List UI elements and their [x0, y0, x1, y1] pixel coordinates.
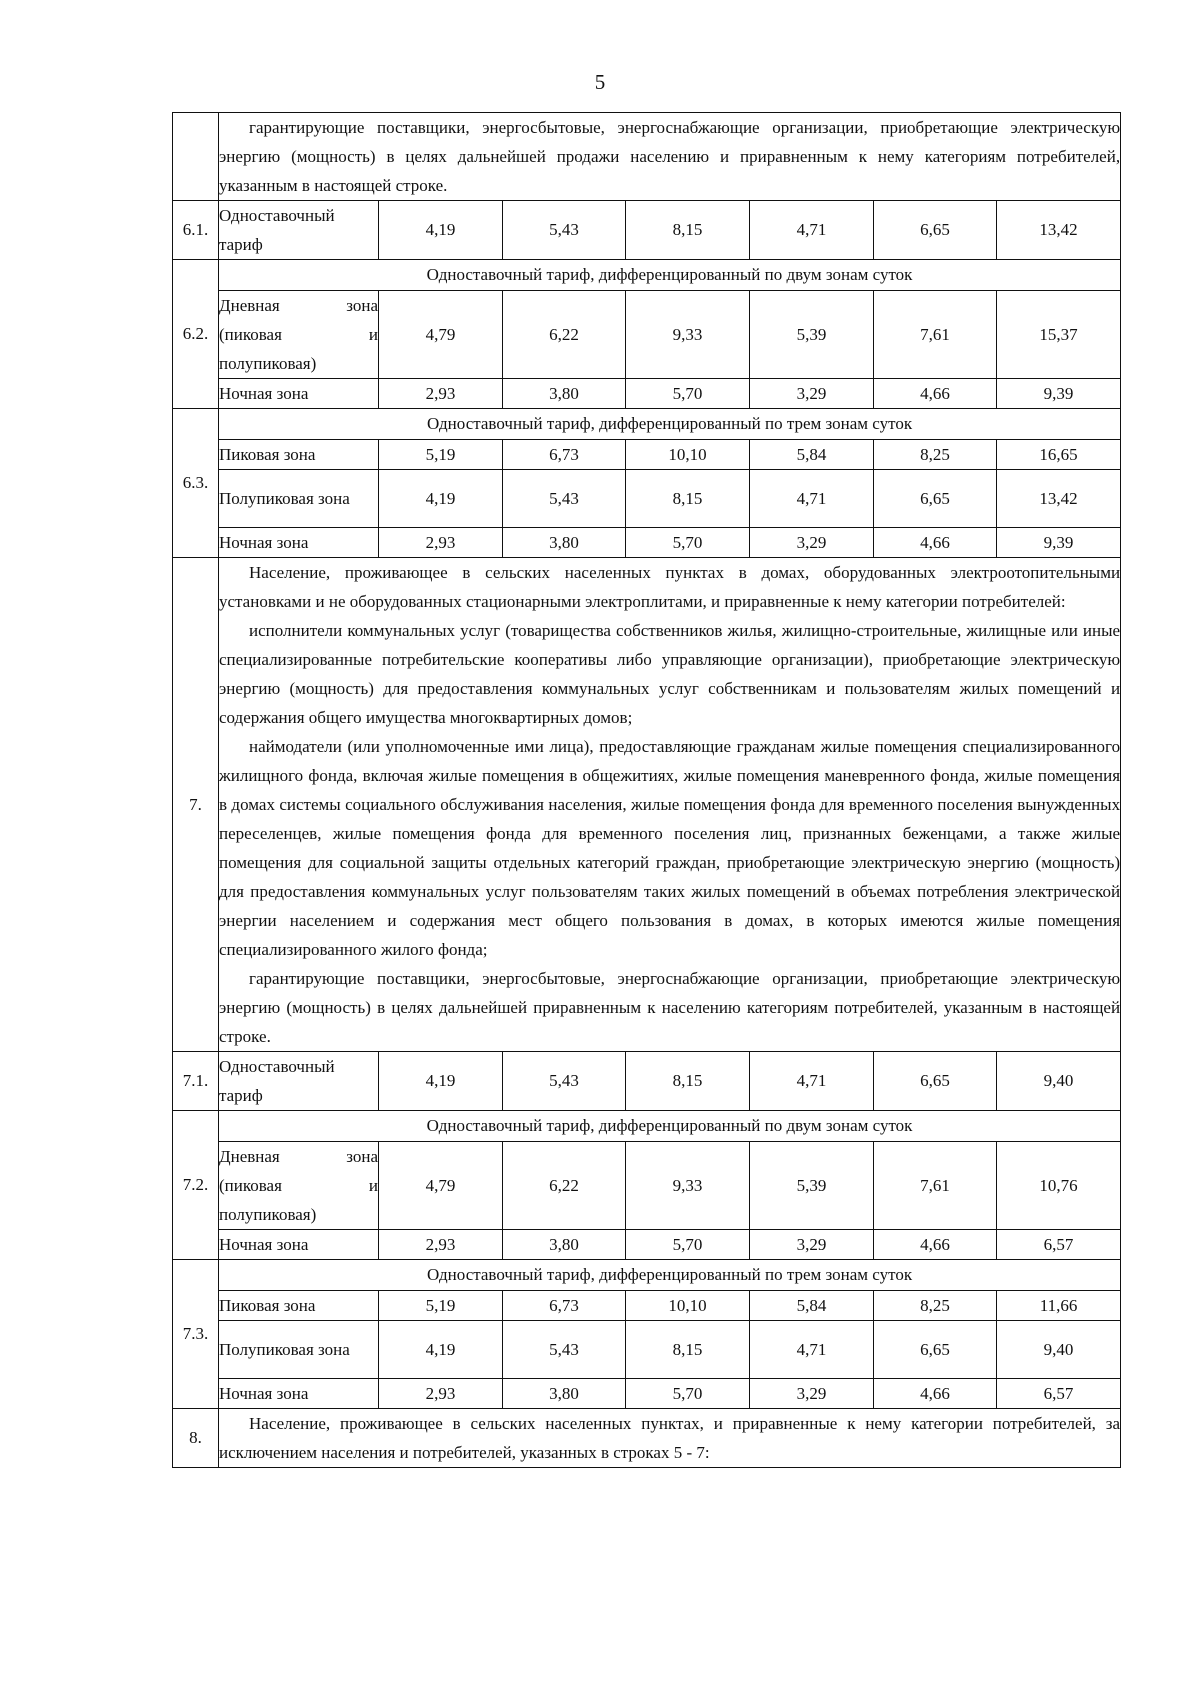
tariff-value: 9,40	[997, 1052, 1121, 1111]
tariff-value: 5,39	[750, 1142, 874, 1230]
tariff-value: 3,80	[503, 379, 626, 409]
tariff-value: 4,66	[874, 379, 997, 409]
tariff-value: 9,39	[997, 379, 1121, 409]
tariff-value: 6,57	[997, 1379, 1121, 1409]
tariff-label: Одноставочный тариф	[219, 201, 379, 260]
category-description	[219, 558, 1121, 1052]
tariff-value: 2,93	[379, 379, 503, 409]
tariff-value: 9,39	[997, 528, 1121, 558]
page-number: 5	[594, 70, 606, 94]
tariff-label: Ночная зона	[219, 1379, 379, 1409]
row-number: 7.3.	[173, 1260, 219, 1409]
tariff-value: 8,15	[626, 1321, 750, 1379]
tariff-value: 6,65	[874, 1321, 997, 1379]
table-row	[173, 1321, 1121, 1379]
tariff-value: 4,66	[874, 1379, 997, 1409]
tariff-value: 5,84	[750, 440, 874, 470]
paragraph: гарантирующие поставщики, энергосбытовые, энергоснабжающие организации, приобретающие электрическую энергию (мощность) в целях дальнейшей приравненным к населению категориям потребителей, указанным в настоящей строке.	[219, 969, 1121, 1046]
tariff-label: Полупиковая зона	[219, 470, 379, 528]
tariff-value: 8,15	[626, 1052, 750, 1111]
table-row	[173, 1142, 1121, 1230]
tariff-value: 10,10	[626, 1291, 750, 1321]
subsection-title: Одноставочный тариф, дифференцированный по двум зонам суток	[219, 1111, 1121, 1142]
row-number-cell	[173, 113, 219, 201]
tariff-value: 4,71	[750, 1052, 874, 1111]
paragraph: гарантирующие поставщики, энергосбытовые, энергоснабжающие организации, приобретающие электрическую энергию (мощность) в целях дальнейшей продажи населению и приравненным к нему категориям потребителей, указанным в настоящей строке.	[219, 118, 1121, 195]
tariff-value: 5,70	[626, 1230, 750, 1260]
tariff-value: 4,79	[379, 291, 503, 379]
tariff-label: Ночная зона	[219, 1230, 379, 1260]
tariff-value: 8,25	[874, 1291, 997, 1321]
tariff-value: 2,93	[379, 1379, 503, 1409]
tariff-value: 15,37	[997, 291, 1121, 379]
tariff-label: Полупиковая зона	[219, 1321, 379, 1379]
table-row	[173, 1409, 1121, 1468]
tariff-value: 6,65	[874, 470, 997, 528]
tariff-value: 5,43	[503, 1052, 626, 1111]
tariff-value: 9,33	[626, 1142, 750, 1230]
tariff-value: 5,19	[379, 1291, 503, 1321]
tariff-value: 3,80	[503, 1379, 626, 1409]
tariff-value: 10,10	[626, 440, 750, 470]
tariff-value: 4,71	[750, 201, 874, 260]
tariff-value: 4,79	[379, 1142, 503, 1230]
tariff-value: 5,43	[503, 1321, 626, 1379]
tariff-value: 6,65	[874, 1052, 997, 1111]
tariff-value: 13,42	[997, 201, 1121, 260]
tariff-value: 7,61	[874, 1142, 997, 1230]
paragraph: исполнители коммунальных услуг (товарищества собственников жилья, жилищно-строительные, жилищные или иные специализированные потребительские кооперативы либо управляющие организации), приобретающие электрическую энергию (мощность) для предоставления коммунальных услуг собственникам и пользователям жилых помещений и содержания общего имущества многоквартирных домов;	[219, 621, 1121, 727]
tariff-value: 5,70	[626, 1379, 750, 1409]
tariff-label: Дневная зона (пиковая и полупиковая)	[219, 1142, 379, 1230]
tariff-value: 5,19	[379, 440, 503, 470]
tariff-label: Дневная зона (пиковая и полупиковая)	[219, 291, 379, 379]
table-row	[173, 1052, 1121, 1111]
table-row	[173, 1379, 1121, 1409]
table-row	[173, 379, 1121, 409]
table-row	[173, 1111, 1121, 1142]
paragraph: наймодатели (или уполномоченные ими лица), предоставляющие гражданам жилые помещения специализированного жилищного фонда, включая жилые помещения в общежитиях, жилые помещения маневренного фонда, жилые помещения в домах системы социального обслуживания населения, жилые помещения фонда для временного поселения вынужденных переселенцев, жилые помещения фонда для временного поселения лиц, признанных беженцами, а также жилые помещения для социальной защиты отдельных категорий граждан, приобретающие электрическую энергию (мощность) для предоставления коммунальных услуг пользователям таких жилых помещений в объемах потребления электрической энергии населением и содержания мест общего пользования в домах, в которых имеются жилые помещения специализированного жилого фонда;	[219, 737, 1121, 959]
tariff-table	[172, 112, 1121, 1468]
tariff-value: 6,73	[503, 440, 626, 470]
tariff-value: 9,33	[626, 291, 750, 379]
tariff-value: 4,66	[874, 528, 997, 558]
row-number: 7.1.	[173, 1052, 219, 1111]
table-row	[173, 1291, 1121, 1321]
table-row	[173, 440, 1121, 470]
table-row	[173, 201, 1121, 260]
tariff-value: 5,43	[503, 201, 626, 260]
tariff-value: 8,15	[626, 201, 750, 260]
tariff-value: 6,57	[997, 1230, 1121, 1260]
table-row	[173, 260, 1121, 291]
tariff-value: 4,19	[379, 470, 503, 528]
tariff-value: 2,93	[379, 1230, 503, 1260]
tariff-value: 8,25	[874, 440, 997, 470]
tariff-value: 4,66	[874, 1230, 997, 1260]
tariff-label: Одноставочный тариф	[219, 1052, 379, 1111]
category-description	[219, 1409, 1121, 1468]
tariff-value: 5,70	[626, 379, 750, 409]
category-description	[219, 113, 1121, 201]
tariff-label: Пиковая зона	[219, 440, 379, 470]
row-number: 6.1.	[173, 201, 219, 260]
tariff-value: 5,70	[626, 528, 750, 558]
tariff-value: 5,39	[750, 291, 874, 379]
tariff-value: 4,19	[379, 1321, 503, 1379]
tariff-value: 13,42	[997, 470, 1121, 528]
tariff-value: 5,43	[503, 470, 626, 528]
row-number: 7.2.	[173, 1111, 219, 1260]
row-number: 7.	[173, 558, 219, 1052]
row-number: 8.	[173, 1409, 219, 1468]
tariff-value: 8,15	[626, 470, 750, 528]
tariff-value: 4,19	[379, 201, 503, 260]
tariff-value: 5,84	[750, 1291, 874, 1321]
tariff-value: 6,22	[503, 1142, 626, 1230]
tariff-label: Ночная зона	[219, 379, 379, 409]
tariff-value: 3,29	[750, 379, 874, 409]
paragraph: Население, проживающее в сельских населенных пунктах в домах, оборудованных электроотопительными установками и не оборудованных стационарными электроплитами, и приравненные к нему категории потребителей:	[219, 563, 1121, 611]
tariff-value: 7,61	[874, 291, 997, 379]
subsection-title: Одноставочный тариф, дифференцированный по трем зонам суток	[219, 409, 1121, 440]
table-row	[173, 1260, 1121, 1291]
table-row	[173, 113, 1121, 201]
tariff-value: 10,76	[997, 1142, 1121, 1230]
tariff-label: Пиковая зона	[219, 1291, 379, 1321]
table-row	[173, 470, 1121, 528]
tariff-value: 3,29	[750, 1230, 874, 1260]
table-row	[173, 528, 1121, 558]
tariff-value: 6,73	[503, 1291, 626, 1321]
table-row	[173, 1230, 1121, 1260]
tariff-value: 6,65	[874, 201, 997, 260]
tariff-value: 4,19	[379, 1052, 503, 1111]
row-number: 6.3.	[173, 409, 219, 558]
tariff-value: 4,71	[750, 1321, 874, 1379]
tariff-value: 2,93	[379, 528, 503, 558]
tariff-value: 4,71	[750, 470, 874, 528]
subsection-title: Одноставочный тариф, дифференцированный по трем зонам суток	[219, 1260, 1121, 1291]
tariff-value: 9,40	[997, 1321, 1121, 1379]
row-number: 6.2.	[173, 260, 219, 409]
table-row	[173, 409, 1121, 440]
tariff-label: Ночная зона	[219, 528, 379, 558]
table-row	[173, 291, 1121, 379]
tariff-value: 3,80	[503, 1230, 626, 1260]
tariff-value: 3,29	[750, 528, 874, 558]
paragraph: Население, проживающее в сельских населенных пунктах, и приравненные к нему категории потребителей, за исключением населения и потребителей, указанных в строках 5 - 7:	[219, 1414, 1121, 1462]
tariff-value: 11,66	[997, 1291, 1121, 1321]
tariff-value: 3,29	[750, 1379, 874, 1409]
tariff-value: 16,65	[997, 440, 1121, 470]
tariff-value: 3,80	[503, 528, 626, 558]
subsection-title: Одноставочный тариф, дифференцированный по двум зонам суток	[219, 260, 1121, 291]
tariff-value: 6,22	[503, 291, 626, 379]
table-row	[173, 558, 1121, 1052]
